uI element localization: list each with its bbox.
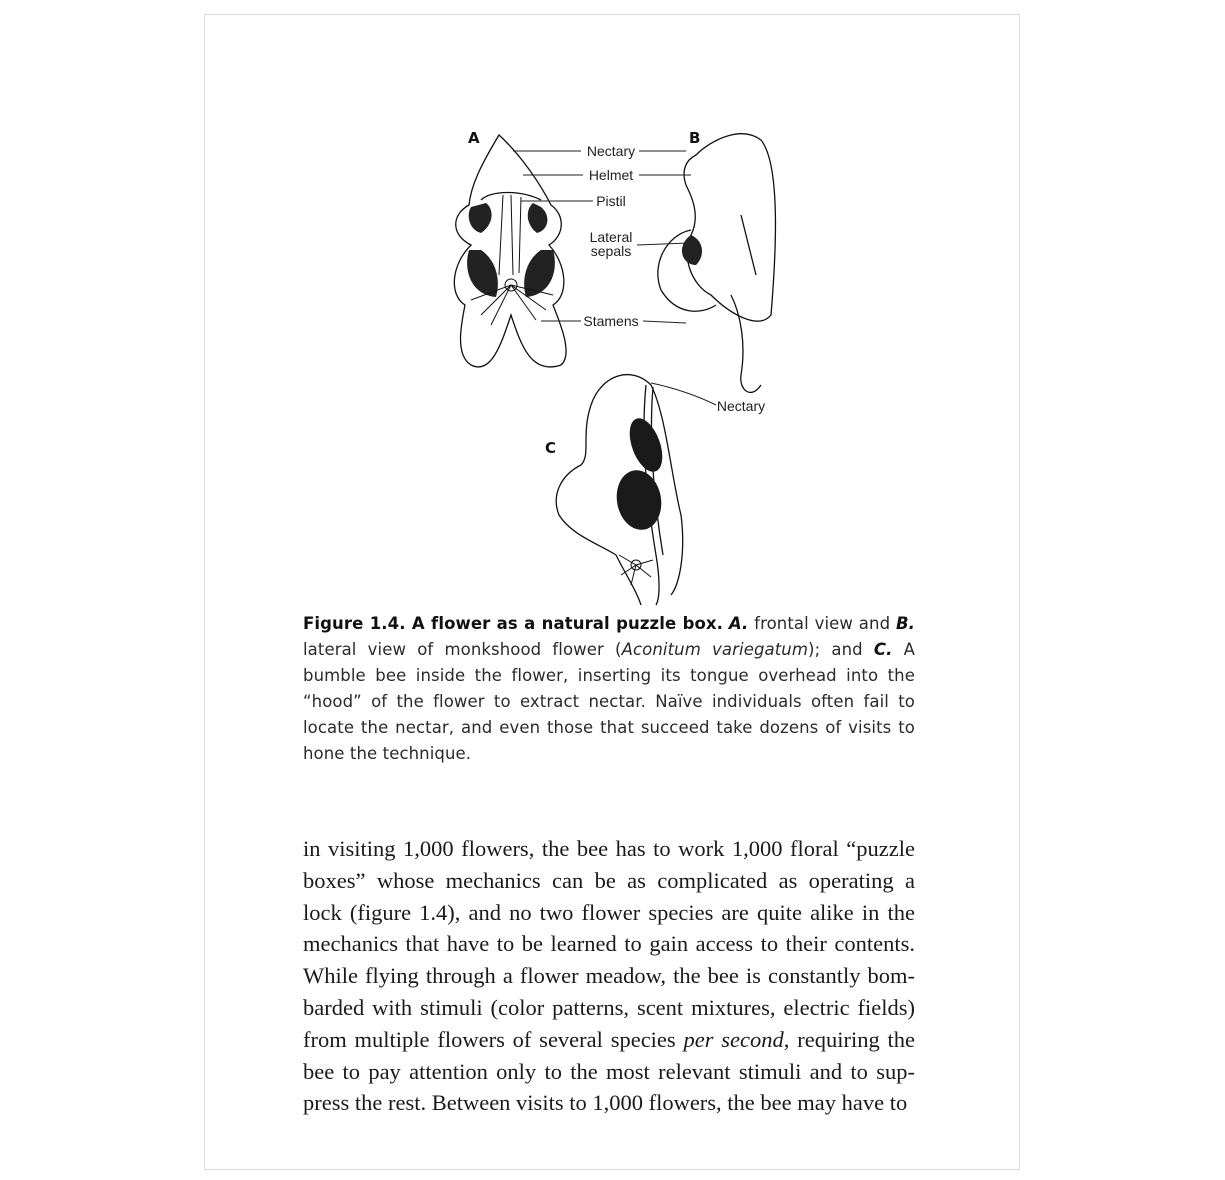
label-stamens: Stamens [583,313,639,329]
figure-illustration [441,115,781,610]
caption-species: Aconitum variegatum [621,640,809,659]
label-sepals: sepals [590,243,632,259]
caption-a-letter: A. [728,614,749,633]
label-lateral: Lateral [589,229,633,245]
monkshood-flower-drawing [441,115,781,610]
caption-c-letter: C. [873,640,893,659]
caption-label: Figure 1.4. A flower as a natural puzzle box. [303,614,724,633]
label-pistil: Pistil [596,193,626,209]
body-line: barded with stimuli (color patterns, scent mixtures, electric fields) [303,994,915,1020]
body-line: bee to pay attention only to the most relevant stimuli and to sup- [303,1058,915,1084]
caption-c-text: A bumble bee inside the flower, inserting its tongue overhead into the “hood” of the flower to extract nectar. Naïve individuals often fail to locate the nectar, and even those that succeed take dozens of visits to hone the technique. [303,640,916,763]
body-line: boxes” whose mechanics can be as complicated as operating a [303,867,915,893]
body-line: press the rest. Between visits to 1,000 flowers, the bee may have to [303,1090,908,1116]
panel-b-label: B [689,129,701,147]
body-line-7-start: from multiple flowers of several species [303,1026,684,1052]
label-nectary-c: Nectary [716,398,766,414]
body-line: mechanics that have to be learned to gain access to their contents. [303,931,915,957]
panel-c-label: C [545,439,557,457]
body-line: lock (figure 1.4), and no two flower species are quite alike in the [303,899,915,925]
caption-b-text: lateral view of monkshood flower ( [303,640,622,659]
body-line: While flying through a flower meadow, the bee is constantly bom- [303,963,915,989]
caption-b-letter: B. [895,614,915,633]
body-paragraph [303,833,915,1119]
caption-after-species: ); and [808,640,874,659]
label-nectary: Nectary [586,143,636,159]
book-page [204,14,1020,1170]
caption-a-text: frontal view and [748,614,896,633]
figure-caption [303,611,915,767]
panel-a-label: A [468,129,480,147]
label-helmet: Helmet [588,167,634,183]
body-line: in visiting 1,000 flowers, the bee has to work 1,000 floral “puzzle [303,836,915,861]
body-line-7-tail: , requiring the [783,1026,915,1052]
body-emphasis: per second [683,1026,784,1052]
body-line-7 [303,1024,915,1056]
